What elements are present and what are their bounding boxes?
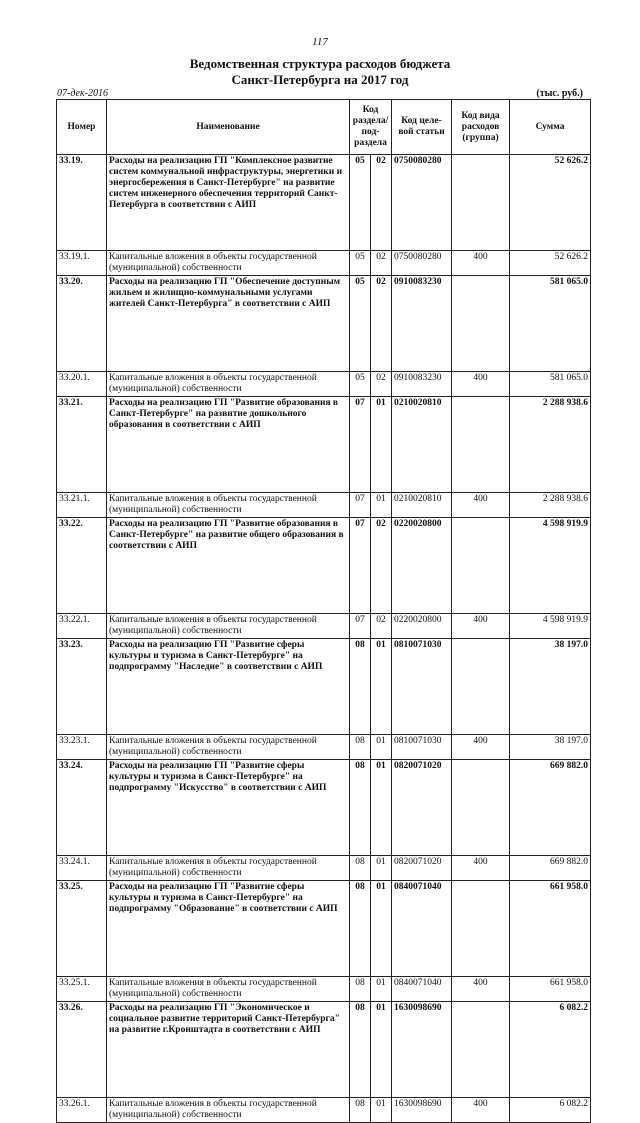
row-number: 33.20. [57, 276, 107, 372]
row-section: 07 [350, 518, 371, 614]
row-kvr: 400 [452, 493, 510, 518]
row-number: 33.23.1. [57, 735, 107, 760]
row-subsection: 01 [371, 639, 392, 735]
row-number: 33.21. [57, 397, 107, 493]
row-subsection: 01 [371, 397, 392, 493]
row-sum: 38 197.0 [510, 735, 591, 760]
row-sum: 52 626.2 [510, 155, 591, 251]
row-sum: 669 882.0 [510, 760, 591, 856]
row-name: Капитальные вложения в объекты государственной (муниципальной) собственности [107, 251, 350, 276]
row-subsection: 01 [371, 856, 392, 881]
row-sum: 581 065.0 [510, 372, 591, 397]
row-section: 07 [350, 397, 371, 493]
page-number: 117 [312, 36, 328, 48]
row-number: 33.21.1. [57, 493, 107, 518]
row-kvr [452, 518, 510, 614]
row-article: 0810071030 [392, 639, 452, 735]
row-number: 33.25. [57, 881, 107, 977]
row-name: Капитальные вложения в объекты государственной (муниципальной) собственности [107, 977, 350, 1002]
table-row [57, 856, 591, 881]
header-article: Код целе- вой статьи [392, 100, 452, 155]
row-kvr: 400 [452, 977, 510, 1002]
table-row [57, 881, 591, 977]
header-number: Номер [57, 100, 107, 155]
row-name: Расходы на реализацию ГП "Развитие образования в Санкт-Петербурге" на развитие общего образования в соответствии с АИП [107, 518, 350, 614]
header-name: Наименование [107, 100, 350, 155]
row-subsection: 01 [371, 881, 392, 977]
title-line-1: Ведомственная структура расходов бюджета [189, 56, 451, 71]
row-article: 1630098690 [392, 1098, 452, 1123]
row-name: Расходы на реализацию ГП "Обеспечение доступным жильем и жилищно-коммунальными услугами жителей Санкт-Петербурга" в соответствии с АИП [107, 276, 350, 372]
row-kvr: 400 [452, 614, 510, 639]
row-subsection: 01 [371, 1002, 392, 1098]
row-kvr [452, 276, 510, 372]
row-sum: 6 082.2 [510, 1098, 591, 1123]
row-article: 0910083230 [392, 372, 452, 397]
row-sum: 4 598 919.9 [510, 518, 591, 614]
row-article: 0750080280 [392, 155, 452, 251]
row-kvr [452, 155, 510, 251]
row-section: 08 [350, 881, 371, 977]
row-number: 33.19. [57, 155, 107, 251]
row-subsection: 01 [371, 735, 392, 760]
budget-table [56, 99, 591, 1123]
row-sum: 669 882.0 [510, 856, 591, 881]
title-line-2: Санкт-Петербурга на 2017 год [231, 72, 409, 87]
row-kvr [452, 881, 510, 977]
row-name: Расходы на реализацию ГП "Развитие сферы культуры и туризма в Санкт-Петербурге" на подпрограмму "Искусство" в соответствии с АИП [107, 760, 350, 856]
row-kvr [452, 397, 510, 493]
row-number: 33.19.1. [57, 251, 107, 276]
row-article: 0820071020 [392, 760, 452, 856]
table-row [57, 397, 591, 493]
row-sum: 6 082.2 [510, 1002, 591, 1098]
row-article: 1630098690 [392, 1002, 452, 1098]
row-kvr: 400 [452, 372, 510, 397]
table-row [57, 760, 591, 856]
row-sum: 4 598 919.9 [510, 614, 591, 639]
row-kvr [452, 1002, 510, 1098]
row-name: Капитальные вложения в объекты государственной (муниципальной) собственности [107, 493, 350, 518]
table-row [57, 518, 591, 614]
row-kvr: 400 [452, 1098, 510, 1123]
row-article: 0220020800 [392, 518, 452, 614]
table-body [57, 155, 591, 1123]
row-name: Расходы на реализацию ГП "Развитие сферы культуры и туризма в Санкт-Петербурге" на подпрограмму "Образование" в соответствии с АИП [107, 881, 350, 977]
row-name: Капитальные вложения в объекты государственной (муниципальной) собственности [107, 372, 350, 397]
table-header-row [57, 100, 591, 155]
row-section: 08 [350, 856, 371, 881]
table-row [57, 1002, 591, 1098]
row-kvr: 400 [452, 735, 510, 760]
row-name: Капитальные вложения в объекты государственной (муниципальной) собственности [107, 614, 350, 639]
row-subsection: 02 [371, 155, 392, 251]
table-row [57, 372, 591, 397]
header-section: Код раздела/ под- раздела [350, 100, 392, 155]
row-section: 08 [350, 1098, 371, 1123]
row-name: Расходы на реализацию ГП "Экономическое и социальное развитие территорий Санкт-Петербурга" на развитие г.Кронштадта в соответствии с АИП [107, 1002, 350, 1098]
table-row [57, 155, 591, 251]
row-subsection: 01 [371, 760, 392, 856]
table-row [57, 1098, 591, 1123]
table-row [57, 493, 591, 518]
row-sum: 38 197.0 [510, 639, 591, 735]
row-number: 33.22. [57, 518, 107, 614]
units-label: (тыс. руб.) [536, 88, 583, 99]
row-name: Капитальные вложения в объекты государственной (муниципальной) собственности [107, 856, 350, 881]
row-article: 0220020800 [392, 614, 452, 639]
row-kvr [452, 760, 510, 856]
row-number: 33.24.1. [57, 856, 107, 881]
row-section: 05 [350, 276, 371, 372]
row-section: 08 [350, 760, 371, 856]
row-subsection: 02 [371, 251, 392, 276]
row-subsection: 02 [371, 614, 392, 639]
header-kvr: Код вида расходов (группа) [452, 100, 510, 155]
row-number: 33.20.1. [57, 372, 107, 397]
row-sum: 661 958.0 [510, 881, 591, 977]
document-title [0, 56, 640, 88]
row-subsection: 02 [371, 518, 392, 614]
row-number: 33.26. [57, 1002, 107, 1098]
row-kvr: 400 [452, 251, 510, 276]
row-article: 0750080280 [392, 251, 452, 276]
table-row [57, 977, 591, 1002]
row-sum: 661 958.0 [510, 977, 591, 1002]
row-sum: 2 288 938.6 [510, 493, 591, 518]
header-sum: Сумма [510, 100, 591, 155]
row-section: 08 [350, 735, 371, 760]
row-subsection: 02 [371, 372, 392, 397]
document-date: 07-дек-2016 [57, 88, 108, 99]
row-article: 0210020810 [392, 397, 452, 493]
table-row [57, 639, 591, 735]
row-sum: 2 288 938.6 [510, 397, 591, 493]
table-row [57, 735, 591, 760]
row-article: 0210020810 [392, 493, 452, 518]
row-section: 05 [350, 155, 371, 251]
row-name: Расходы на реализацию ГП "Развитие образования в Санкт-Петербурге" на развитие дошкольного образования в соответствии с АИП [107, 397, 350, 493]
row-subsection: 01 [371, 493, 392, 518]
table-row [57, 614, 591, 639]
table-row [57, 251, 591, 276]
row-article: 0810071030 [392, 735, 452, 760]
row-number: 33.26.1. [57, 1098, 107, 1123]
row-name: Капитальные вложения в объекты государственной (муниципальной) собственности [107, 735, 350, 760]
row-section: 05 [350, 251, 371, 276]
row-section: 08 [350, 639, 371, 735]
row-section: 08 [350, 1002, 371, 1098]
row-subsection: 02 [371, 276, 392, 372]
row-section: 08 [350, 977, 371, 1002]
row-name: Расходы на реализацию ГП "Развитие сферы культуры и туризма в Санкт-Петербурге" на подпрограмму "Наследие" в соответствии с АИП [107, 639, 350, 735]
row-article: 0820071020 [392, 856, 452, 881]
row-section: 07 [350, 614, 371, 639]
row-sum: 52 626.2 [510, 251, 591, 276]
row-name: Расходы на реализацию ГП "Комплексное развитие систем коммунальной инфраструктуры, энергетики и энергосбережения в Санкт-Петербурге" на развитие систем инженерного обеспечения территорий Санкт-Петербурга в соответствии с АИП [107, 155, 350, 251]
row-subsection: 01 [371, 1098, 392, 1123]
row-kvr [452, 639, 510, 735]
row-article: 0840071040 [392, 881, 452, 977]
row-name: Капитальные вложения в объекты государственной (муниципальной) собственности [107, 1098, 350, 1123]
row-section: 05 [350, 372, 371, 397]
row-article: 0910083230 [392, 276, 452, 372]
row-section: 07 [350, 493, 371, 518]
row-article: 0840071040 [392, 977, 452, 1002]
row-sum: 581 065.0 [510, 276, 591, 372]
table-row [57, 276, 591, 372]
row-number: 33.24. [57, 760, 107, 856]
row-number: 33.23. [57, 639, 107, 735]
row-kvr: 400 [452, 856, 510, 881]
row-subsection: 01 [371, 977, 392, 1002]
row-number: 33.22.1. [57, 614, 107, 639]
row-number: 33.25.1. [57, 977, 107, 1002]
